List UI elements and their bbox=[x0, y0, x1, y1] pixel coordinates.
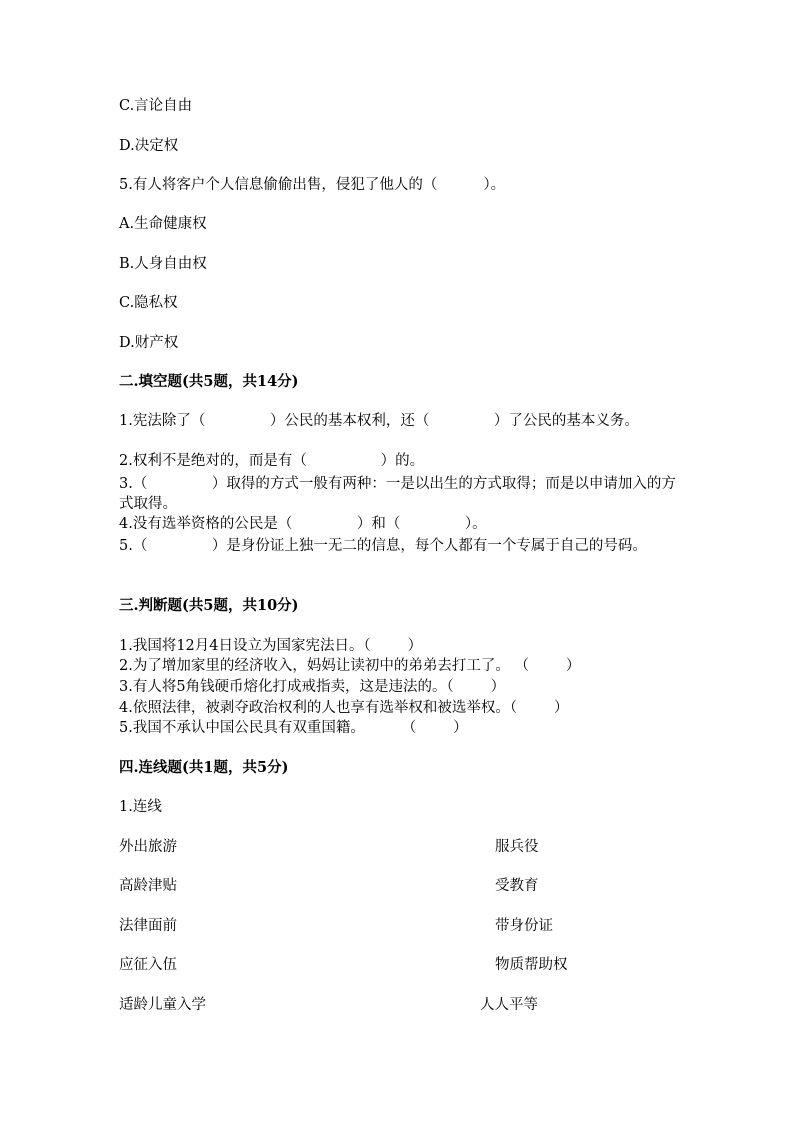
q5-stem: 5.有人将客户个人信息偷偷出售，侵犯了他人的（ ）。 bbox=[119, 177, 506, 193]
match-right-3: 带身份证 bbox=[495, 918, 553, 934]
match-left-5: 适龄儿童入学 bbox=[119, 997, 206, 1013]
section2-title: 二.填空题(共5题，共14分) bbox=[119, 373, 299, 390]
match-left-2: 高龄津贴 bbox=[119, 878, 177, 894]
fill-item-2: 2.权利不是绝对的，而是有（ ）的。 bbox=[119, 453, 425, 469]
option-d-decision-right: D.决定权 bbox=[119, 138, 179, 154]
q5-option-b: B.人身自由权 bbox=[119, 256, 207, 272]
match-right-1: 服兵役 bbox=[495, 839, 539, 855]
judge-item-4: 4.依照法律，被剥夺政治权利的人也享有选举权和被选举权。（ ） bbox=[119, 700, 569, 716]
q5-option-c: C.隐私权 bbox=[119, 295, 178, 311]
judge-item-3: 3.有人将5角钱硬币熔化打成戒指卖，这是违法的。（ ） bbox=[119, 679, 506, 695]
fill-item-4: 4.没有选举资格的公民是（ ）和（ ）。 bbox=[119, 516, 487, 532]
section4-title: 四.连线题(共1题，共5分) bbox=[119, 759, 289, 776]
fill-item-1: 1.宪法除了（ ）公民的基本权利，还（ ）了公民的基本义务。 bbox=[119, 413, 639, 429]
match-left-3: 法律面前 bbox=[119, 918, 177, 934]
match-right-5: 人人平等 bbox=[480, 997, 538, 1013]
q5-option-a: A.生命健康权 bbox=[119, 216, 207, 232]
match-right-2: 受教育 bbox=[495, 878, 539, 894]
section3-title: 三.判断题(共5题，共10分) bbox=[119, 597, 299, 614]
matching-question: 1.连线 bbox=[119, 799, 162, 815]
match-right-4: 物质帮助权 bbox=[495, 957, 568, 973]
q5-option-d: D.财产权 bbox=[119, 335, 179, 351]
fill-item-5: 5.（ ）是身份证上独一无二的信息，每个人都有一个专属于自己的号码。 bbox=[119, 538, 647, 554]
option-c-speech-freedom: C.言论自由 bbox=[119, 98, 193, 114]
match-left-1: 外出旅游 bbox=[119, 839, 177, 855]
judge-item-5: 5.我国不承认中国公民具有双重国籍。 （ ） bbox=[119, 720, 468, 736]
judge-item-2: 2.为了增加家里的经济收入，妈妈让读初中的弟弟去打工了。 （ ） bbox=[119, 658, 581, 674]
fill-item-3: 3.（ ）取得的方式一般有两种：一是以出生的方式取得；而是以申请加入的方式取得。 bbox=[119, 476, 676, 512]
judge-item-1: 1.我国将12月4日设立为国家宪法日。（ ） bbox=[119, 638, 423, 654]
match-left-4: 应征入伍 bbox=[119, 957, 177, 973]
